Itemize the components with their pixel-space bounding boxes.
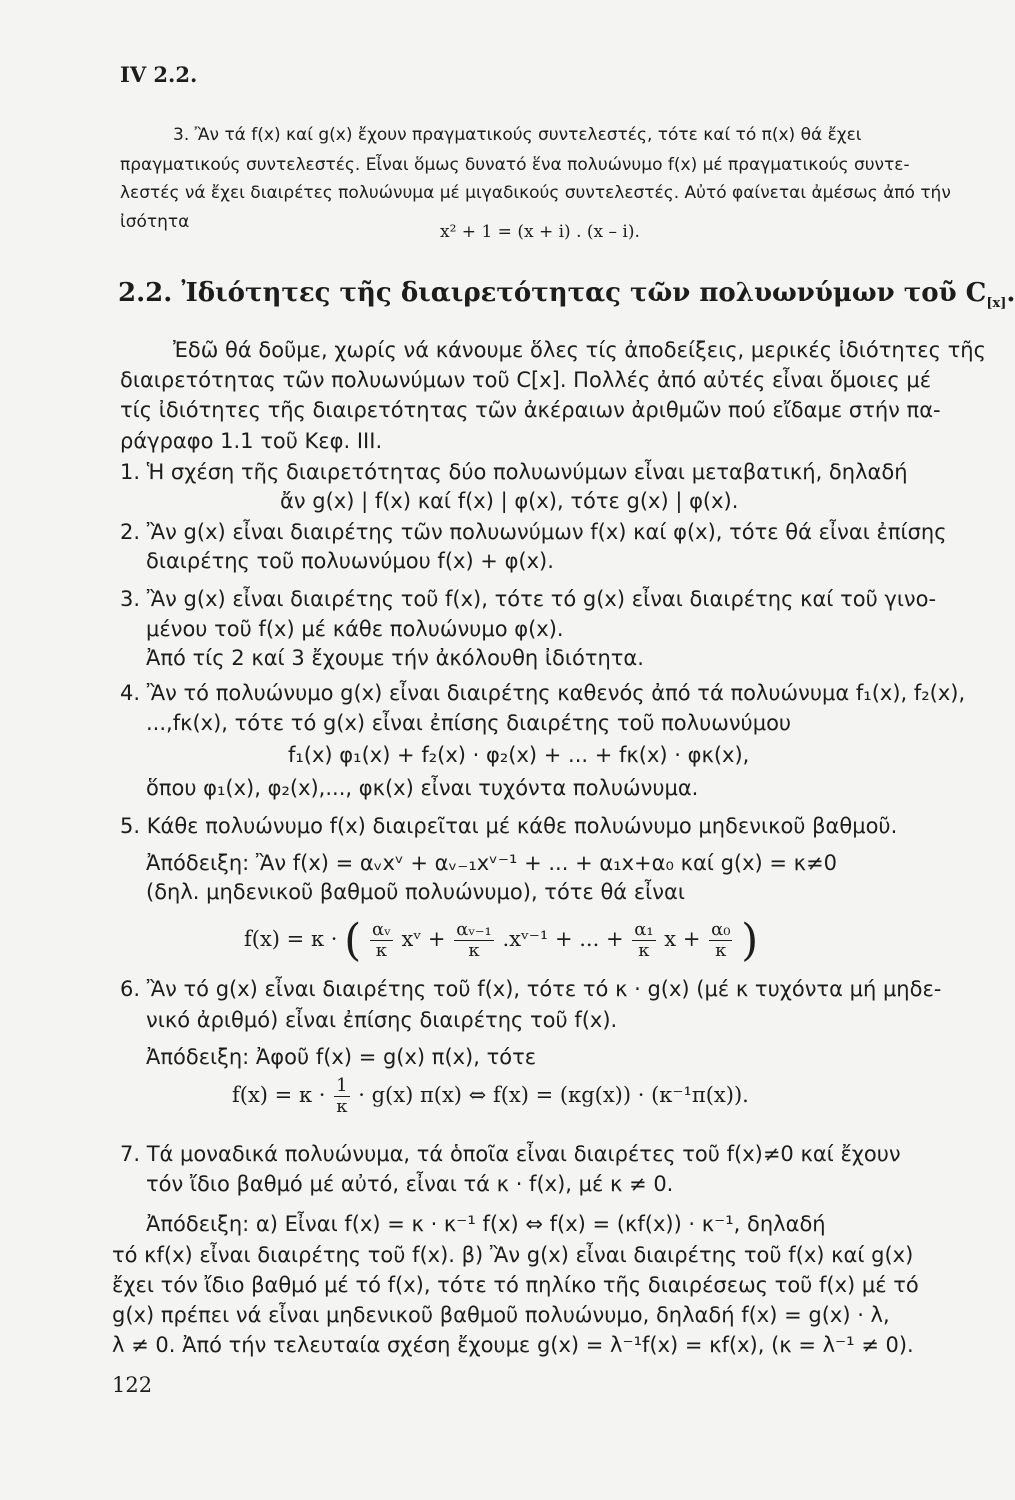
item-line: ἔχει τόν ἴδιο βαθμό μέ τό f(x), τότε τό πηλίκο τῆς διαιρέσεως τοῦ f(x) μέ τό	[112, 1273, 919, 1297]
item-line: 6. Ἂν τό g(x) εἶναι διαιρέτης τοῦ f(x), τότε τό κ · g(x) (μέ κ τυχόντα μή μηδε-	[120, 977, 942, 1001]
section-title	[118, 278, 1015, 311]
intro-line-2: πραγματικούς συντελεστές. Εἶναι ὅμως δυνατό ἕνα πολυώνυμο f(x) μέ πραγματικούς συντε-	[120, 155, 910, 175]
section-title-text: 2.2. Ἰδιότητες τῆς διαιρετότητας τῶν πολυωνύμων τοῦ C	[118, 278, 987, 308]
item-line: 2. Ἂν g(x) εἶναι διαιρέτης τῶν πολυωνύμων f(x) καί φ(x), τότε θά εἶναι ἐπίσης	[120, 520, 947, 544]
item-line: 5. Κάθε πολυώνυμο f(x) διαιρεῖται μέ κάθε πολυώνυμο μηδενικοῦ βαθμοῦ.	[120, 814, 898, 838]
item-line: Ἀπό τίς 2 καί 3 ἔχουμε τήν ἀκόλουθη ἰδιότητα.	[146, 646, 644, 670]
item-line: (δηλ. μηδενικοῦ βαθμοῦ πολυώνυμο), τότε θά εἶναι	[146, 880, 685, 904]
para1-line-3: τίς ἰδιότητες τῆς διαιρετότητας τῶν ἀκέραιων ἀριθμῶν πού εἴδαμε στήν πα-	[120, 398, 941, 422]
equation-6: f(x) = κ · $\frac{1}{\kappa}$ · g(x) π(x) ⇔ f(x) = (κg(x)) · (κ⁻¹π(x)).	[232, 1075, 749, 1117]
item-line: ...,fκ(x), τότε τό g(x) εἶναι ἐπίσης διαιρέτης τοῦ πολυωνύμου	[146, 711, 792, 735]
intro-line-4: ἰσότητα	[120, 212, 190, 232]
item-line: g(x) πρέπει νά εἶναι μηδενικοῦ βαθμοῦ πολυώνυμο, δηλαδή f(x) = g(x) · λ,	[112, 1303, 890, 1327]
item-line: λ ≠ 0. Ἀπό τήν τελευταία σχέση ἔχουμε g(x) = λ⁻¹f(x) = κf(x), (κ = λ⁻¹ ≠ 0).	[112, 1333, 914, 1357]
item-line: ὅπου φ₁(x), φ₂(x),..., φκ(x) εἶναι τυχόντα πολυώνυμα.	[146, 776, 699, 800]
section-title-sub: [x]	[986, 296, 1007, 311]
page-number: 122	[112, 1373, 153, 1397]
page-header: IV 2.2.	[120, 62, 198, 87]
section-title-end: .	[1006, 278, 1015, 308]
para1-line-4: ράγραφο 1.1 τοῦ Κεφ. ΙΙΙ.	[120, 429, 383, 453]
item-line: 7. Τά μοναδικά πολυώνυμα, τά ὁποῖα εἶναι διαιρέτες τοῦ f(x)≠0 καί ἔχουν	[120, 1142, 901, 1166]
intro-formula: x² + 1 = (x + i) . (x – i).	[440, 222, 640, 242]
item-line: ἄν g(x) | f(x) καί f(x) | φ(x), τότε g(x) | φ(x).	[280, 489, 739, 513]
item-line: f₁(x) φ₁(x) + f₂(x) · φ₂(x) + ... + fκ(x) · φκ(x),	[288, 743, 750, 767]
item-line: μένου τοῦ f(x) μέ κάθε πολυώνυμο φ(x).	[146, 617, 564, 641]
item-line: διαιρέτης τοῦ πολυωνύμου f(x) + φ(x).	[146, 549, 554, 573]
item-line: Ἀπόδειξη: α) Εἶναι f(x) = κ · κ⁻¹ f(x) ⇔ f(x) = (κf(x)) · κ⁻¹, δηλαδή	[146, 1212, 826, 1236]
item-line: 3. Ἂν g(x) εἶναι διαιρέτης τοῦ f(x), τότε τό g(x) εἶναι διαιρέτης καί τοῦ γινο-	[120, 587, 937, 611]
item-line: τό κf(x) εἶναι διαιρέτης τοῦ f(x). β) Ἂν g(x) εἶναι διαιρέτης τοῦ f(x) καί g(x)	[112, 1243, 914, 1267]
item-line: τόν ἴδιο βαθμό μέ αὐτό, εἶναι τά κ · f(x), μέ κ ≠ 0.	[146, 1172, 674, 1196]
item-line: 1. Ἡ σχέση τῆς διαιρετότητας δύο πολυωνύμων εἶναι μεταβατική, δηλαδή	[120, 460, 908, 484]
item-line: 4. Ἂν τό πολυώνυμο g(x) εἶναι διαιρέτης καθενός ἀπό τά πολυώνυμα f₁(x), f₂(x),	[120, 681, 966, 705]
equation-5: f(x) = κ · ( $\frac{\text{αᵥ}}{\kappa}$ xᵛ + $\frac{\text{αᵥ₋₁}}{\kappa}$ .xᵛ⁻¹ + ... + $\frac{\text{α₁}}{\kappa}$ x + $\frac{\text{α₀}}{\kappa}$ )	[244, 915, 759, 966]
intro-line-1: 3. Ἂν τά f(x) καί g(x) ἔχουν πραγματικούς συντελεστές, τότε καί τό π(x) θά ἔχει	[173, 125, 862, 145]
item-line: Ἀπόδειξη: Ἀφοῦ f(x) = g(x) π(x), τότε	[146, 1045, 537, 1069]
item-line: Ἀπόδειξη: Ἂν f(x) = αᵥxᵛ + αᵥ₋₁xᵛ⁻¹ + ... + α₁x+α₀ καί g(x) = κ≠0	[146, 851, 838, 875]
para1-line-1: Ἐδῶ θά δοῦμε, χωρίς νά κάνουμε ὅλες τίς ἀποδείξεις, μερικές ἰδιότητες τῆς	[173, 338, 986, 362]
item-line: νικό ἀριθμό) εἶναι ἐπίσης διαιρέτης τοῦ f(x).	[146, 1008, 618, 1032]
para1-line-2: διαιρετότητας τῶν πολυωνύμων τοῦ C[x]. Πολλές ἀπό αὐτές εἶναι ὅμοιες μέ	[120, 368, 932, 392]
intro-line-3: λεστές νά ἔχει διαιρέτες πολυώνυμα μέ μιγαδικούς συντελεστές. Αὐτό φαίνεται ἀμέσως ἀπό τήν	[120, 183, 951, 203]
